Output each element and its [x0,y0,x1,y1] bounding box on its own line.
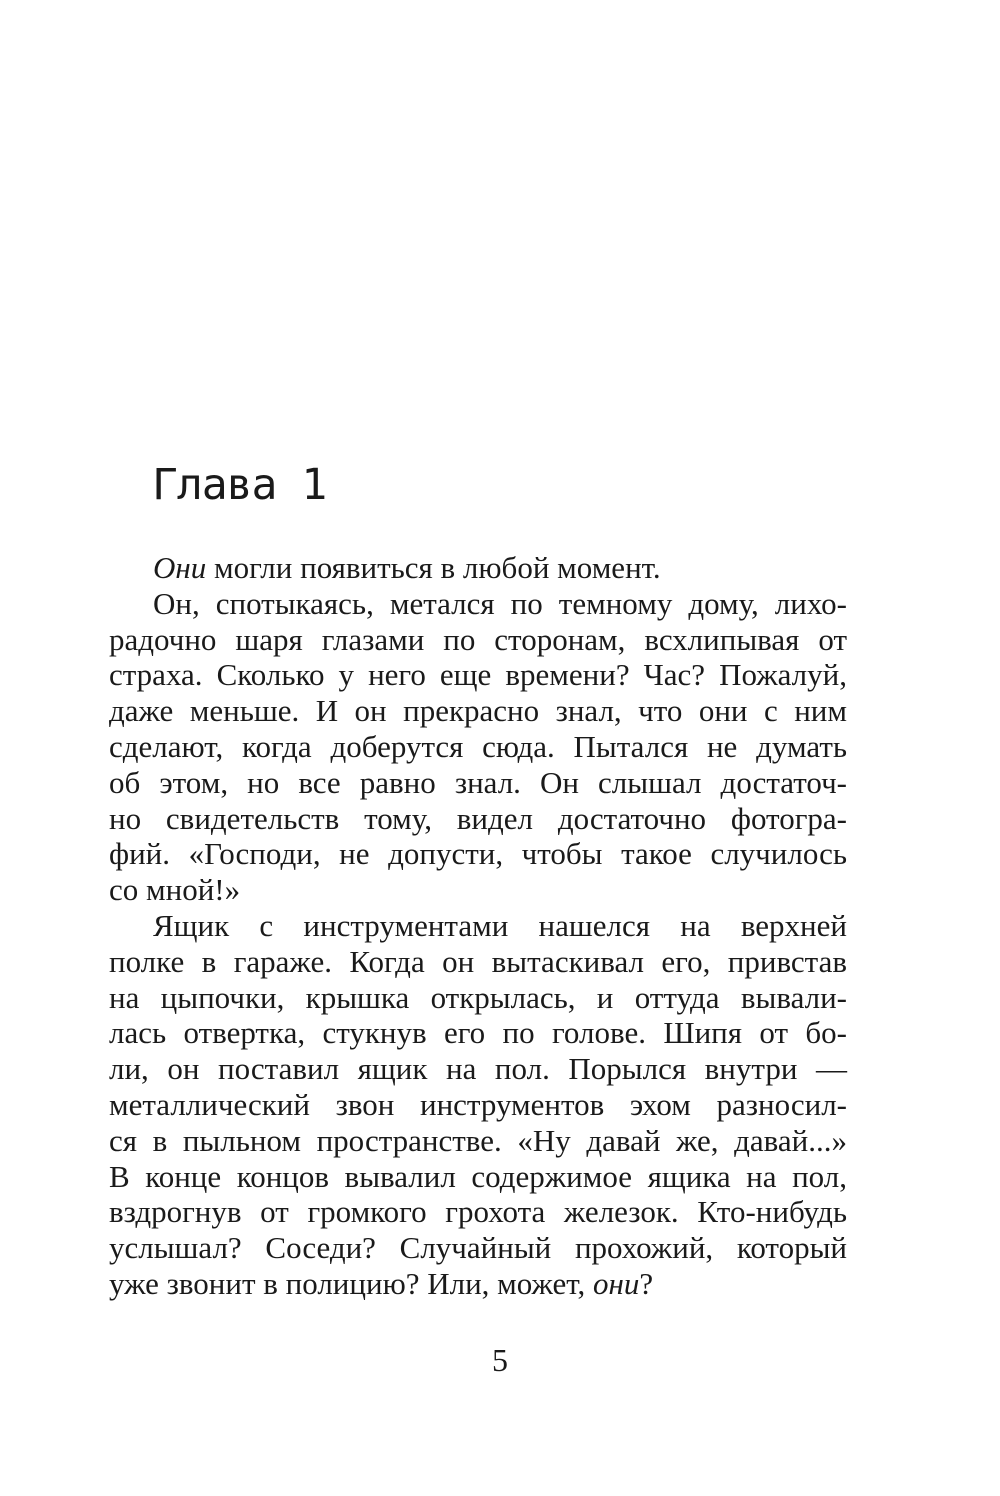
text-line [109,729,847,765]
text-line [109,622,847,658]
text-segment: радочно шаря глазами по сторонам, всхлипывая от [109,621,847,657]
text-segment: но свидетельств тому, видел достаточно фотогра- [109,800,847,836]
text-segment: уже звонит в полицию? Или, может, [109,1265,594,1301]
text-segment: услышал? Соседи? Случайный прохожий, который [109,1230,847,1266]
text-segment: даже меньше. И он прекрасно знал, что они с ним [109,693,847,729]
text-segment: на цыпочки, крышка открылась, и оттуда вывали- [109,979,847,1015]
text-line [109,1123,847,1159]
text-line [109,872,847,908]
text-line [109,550,847,586]
text-line [109,1051,847,1087]
text-line [109,1087,847,1123]
text-segment: вздрогнув от громкого грохота железок. Кто-нибудь [109,1194,847,1230]
text-segment: полке в гараже. Когда он вытаскивал его, привстав [109,943,847,979]
text-line [109,765,847,801]
chapter-title: Глава 1 [152,460,327,510]
chapter-body-text [109,550,847,1302]
text-line [109,1015,847,1051]
text-line [109,1159,847,1195]
text-segment: Ящик с инструментами нашелся на верхней [153,907,847,943]
text-line [109,586,847,622]
text-segment: металлический звон инструментов эхом разносил- [109,1086,847,1122]
italic-text-segment: Они [153,550,207,585]
text-line [109,801,847,837]
text-line [109,980,847,1016]
text-line [109,693,847,729]
page-number: 5 [492,1342,508,1378]
text-segment: страха. Сколько у него еще времени? Час? Пожалуй, [109,657,847,693]
text-line [109,1266,847,1302]
text-segment: В конце концов вывалил содержимое ящика на пол, [109,1158,847,1194]
text-segment: об этом, но все равно знал. Он слышал достаточ- [109,764,847,800]
text-line [109,1230,847,1266]
text-segment: фий. «Господи, не допусти, чтобы такое случилось [109,836,847,872]
text-segment: сделают, когда доберутся сюда. Пытался не думать [109,728,847,764]
text-segment: могли появиться в любой момент. [206,550,661,585]
text-segment: ? [639,1265,654,1301]
text-segment: ся в пыльном пространстве. «Ну давай же, давай...» [109,1122,847,1158]
text-segment: лась отвертка, стукнув его по голове. Шипя от бо- [109,1015,847,1051]
text-line [109,836,847,872]
text-segment: ли, он поставил ящик на пол. Порылся внутри — [109,1051,847,1087]
text-line [109,657,847,693]
text-line [109,1194,847,1230]
text-line [109,944,847,980]
text-segment: со мной!» [109,872,241,908]
text-line [109,908,847,944]
italic-text-segment: они [593,1265,640,1301]
text-segment: Он, спотыкаясь, метался по темному дому, лихо- [153,585,847,621]
